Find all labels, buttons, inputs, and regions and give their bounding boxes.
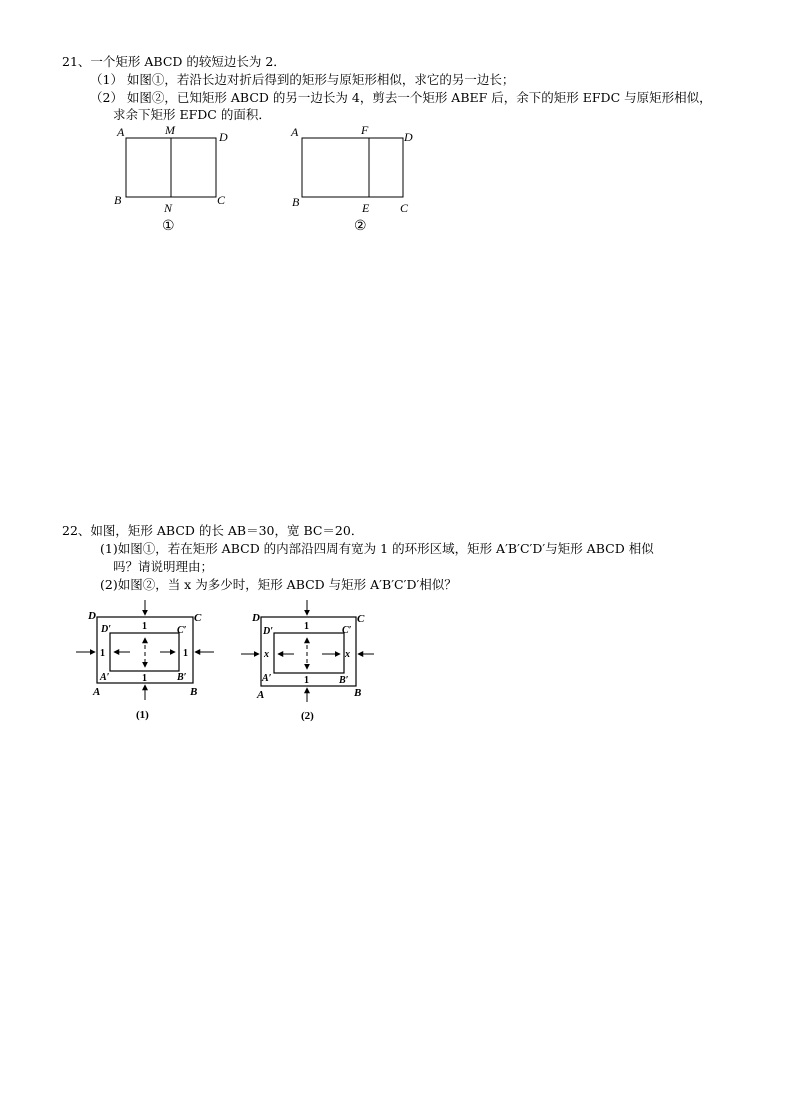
- label-Cprime: C′: [342, 625, 352, 636]
- label-Aprime: A′: [262, 673, 272, 684]
- label-D: D: [88, 610, 96, 622]
- label-D: D: [219, 130, 228, 144]
- label-B: B: [354, 687, 362, 699]
- q21-part2-line1: （2） 如图②，已知矩形 ABCD 的另一边长为 4，剪去一个矩形 ABEF 后，余下的矩形 EFDC 与原矩形相似，: [90, 90, 712, 105]
- label-Bprime: B′: [339, 675, 349, 686]
- q22-stem: 22、如图，矩形 ABCD 的长 AB＝30，宽 BC＝20．: [62, 523, 364, 538]
- label-C: C: [217, 193, 226, 207]
- label-C: C: [357, 613, 365, 625]
- label-Bprime: B′: [177, 672, 187, 683]
- q22-figure-2: [240, 600, 390, 728]
- q21-figure-2: [290, 122, 420, 238]
- q22-part1-line2: 吗？请说明理由；: [113, 559, 214, 574]
- q21-stem: 21、一个矩形 ABCD 的较短边长为 2．: [62, 54, 286, 69]
- label-A: A: [291, 125, 299, 139]
- width-top: 1: [142, 621, 147, 632]
- label-D: D: [404, 130, 413, 144]
- label-E: E: [362, 201, 370, 215]
- width-top: 1: [304, 621, 309, 632]
- figure-caption: (2): [301, 710, 314, 722]
- label-A: A: [257, 689, 265, 701]
- label-Cprime: C′: [177, 625, 187, 636]
- figure-caption: ①: [162, 219, 175, 234]
- figure-caption: ②: [354, 219, 367, 234]
- label-B: B: [190, 686, 198, 698]
- label-Aprime: A′: [100, 672, 110, 683]
- width-bottom: 1: [304, 675, 309, 686]
- q21-figure-1: [110, 122, 240, 238]
- label-D: D: [252, 612, 260, 624]
- q21-part1: （1） 如图①，若沿长边对折后得到的矩形与原矩形相似，求它的另一边长；: [90, 72, 515, 87]
- label-A: A: [93, 686, 101, 698]
- label-Dprime: D′: [101, 624, 112, 635]
- label-B: B: [114, 193, 122, 207]
- label-B: B: [292, 195, 300, 209]
- width-right: x: [345, 649, 350, 660]
- label-C: C: [400, 201, 409, 215]
- label-N: N: [164, 201, 173, 215]
- width-right: 1: [183, 648, 188, 659]
- q22-part2: (2)如图②，当 x 为多少时，矩形 ABCD 与矩形 A′B′C′D′相似？: [100, 577, 457, 592]
- label-F: F: [361, 123, 369, 137]
- rect-abcd: [302, 138, 403, 197]
- inner-rect-apbpcpdp: [274, 633, 344, 673]
- label-A: A: [117, 125, 125, 139]
- q22-figure-1: [74, 600, 224, 728]
- width-bottom: 1: [142, 673, 147, 684]
- width-left: x: [264, 649, 269, 660]
- label-M: M: [165, 123, 175, 137]
- q22-part1-line1: (1)如图①，若在矩形 ABCD 的内部沿四周有宽为 1 的环形区域，矩形 A′B′C′D′与矩形 ABCD 相似: [100, 541, 654, 556]
- figure-caption: (1): [136, 709, 149, 721]
- label-C: C: [194, 612, 202, 624]
- label-Dprime: D′: [263, 626, 274, 637]
- width-left: 1: [100, 648, 105, 659]
- q21-part2-line2: 求余下矩形 EFDC 的面积．: [113, 107, 271, 122]
